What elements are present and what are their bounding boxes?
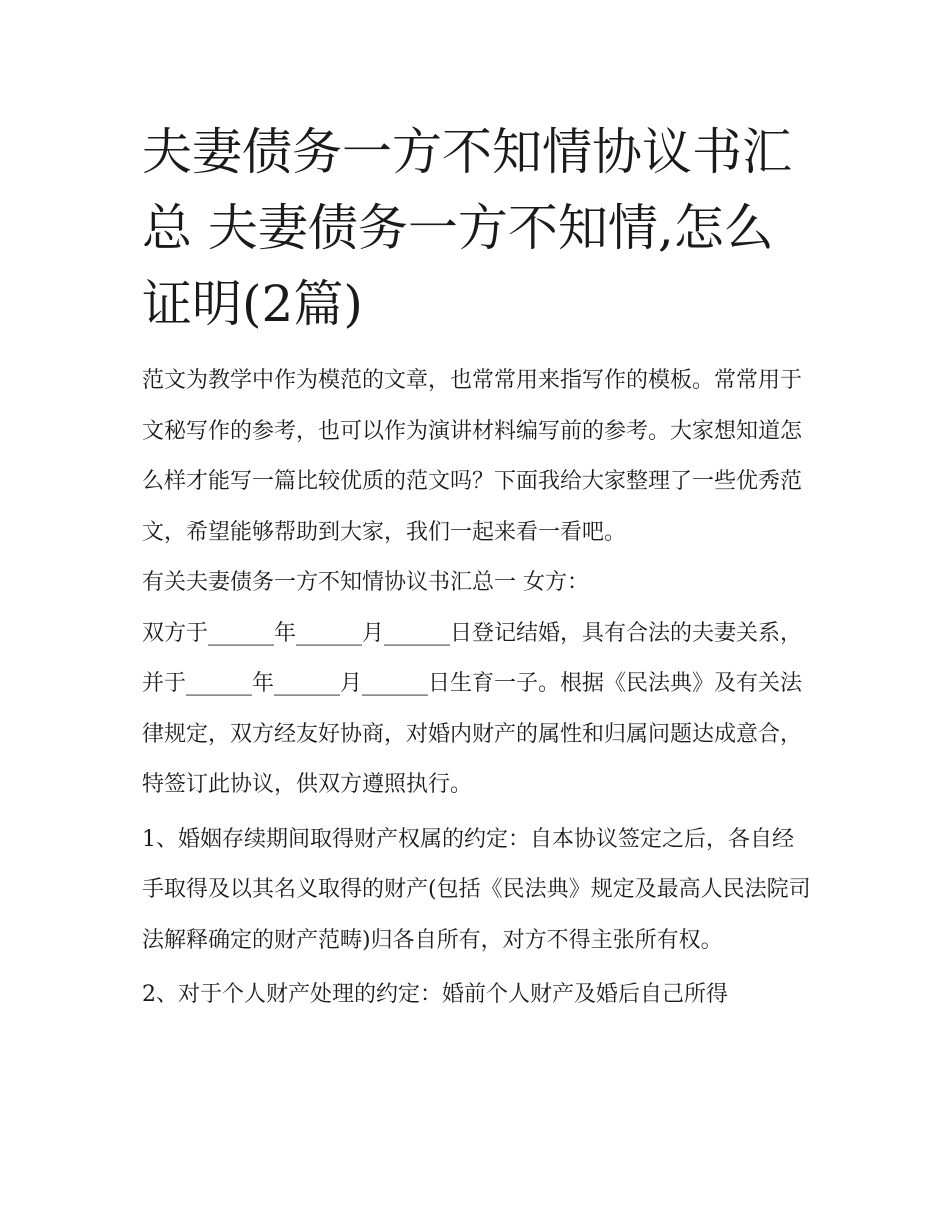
intro-paragraph: 范文为教学中作为模范的文章，也常常用来指写作的模板。常常用于文秘写作的参考，也可以作为演讲材料编写前的参考。大家想知道怎么样才能写一篇比较优质的范文吗？下面我给大家整理了一些优秀范文，希望能够帮助到大家，我们一起来看一看吧。 (142, 368, 803, 545)
clause-1-paragraph: 1、婚姻存续期间取得财产权属的约定：自本协议签定之后，各自经手取得及以其名义取得的财产(包括《民法典》规定及最高人民法院司法解释确定的财产范畴)归各自所有，对方不得主张所有权。 (142, 826, 811, 953)
document-title: 夫妻债务一方不知情协议书汇总 夫妻债务一方不知情,怎么证明(2篇) (142, 123, 792, 333)
clause-2-paragraph: 2、对于个人财产处理的约定：婚前个人财产及婚后自己所得 (142, 982, 728, 1007)
section-heading: 有关夫妻债务一方不知情协议书汇总一 女方： (142, 570, 589, 595)
agreement-preamble-paragraph: 双方于______年______月______日登记结婚，具有合法的夫妻关系，并于______年______月______日生育一子。根据《民法典》及有关法律规定，双方经友好协商，对婚内财产的属性和归属问题达成意合，特签订此协议，供双方遵照执行。 (142, 620, 803, 797)
document-body (142, 356, 814, 1021)
